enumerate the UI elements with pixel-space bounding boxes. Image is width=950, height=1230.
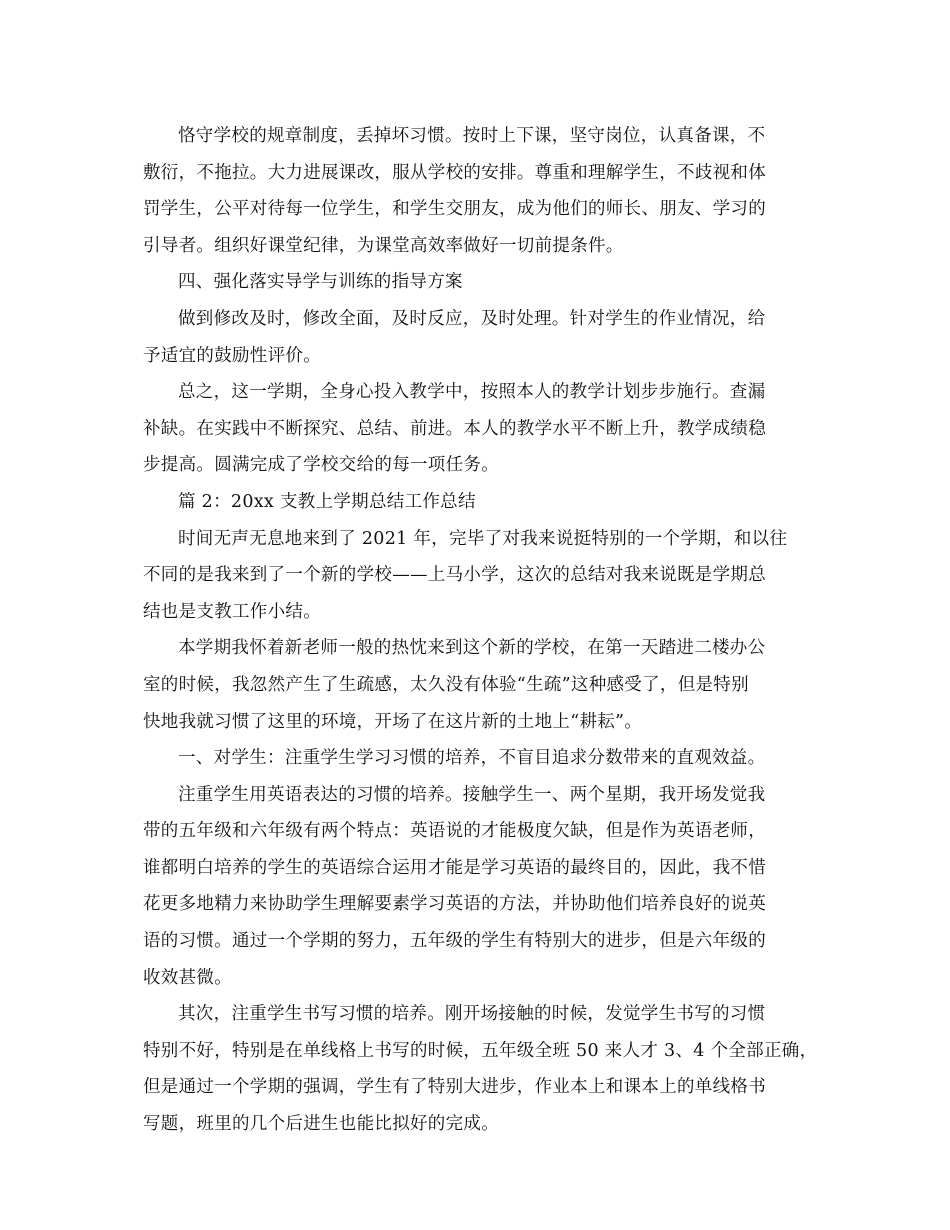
text-line: 恪守学校的规章制度，丢掉坏习惯。按时上下课，坚守岗位，认真备课，不: [178, 126, 766, 146]
text-line: 篇 2：20xx 支教上学期总结工作总结: [178, 491, 476, 512]
text-line: 步提高。圆满完成了学校交给的每一项任务。: [143, 455, 499, 476]
text-line: 本学期我怀着新老师一般的热忱来到这个新的学校，在第一天踏进二楼办公: [178, 638, 766, 659]
text-line: 予适宜的鼓励性评价。: [143, 345, 321, 366]
text-line: 四、强化落实导学与训练的指导方案: [178, 272, 463, 293]
text-line: 其次，注重学生书写习惯的培养。刚开场接触的时候，发觉学生书写的习惯: [178, 1004, 766, 1025]
text-line: 室的时候，我忽然产生了生疏感，太久没有体验“生疏”这种感受了，但是特别: [143, 674, 749, 695]
text-line: 谁都明白培养的学生的英语综合运用才能是学习英语的最终目的，因此，我不惜: [143, 857, 766, 878]
text-line: 快地我就习惯了这里的环境，开场了在这片新的土地上“耕耘”。: [143, 711, 643, 732]
paragraph: [143, 301, 803, 374]
section-heading: [143, 740, 803, 777]
paragraph: [143, 118, 803, 264]
text-line: 一、对学生：注重学生学习习惯的培养，不盲目追求分数带来的直观效益。: [178, 748, 766, 769]
text-line: 收效甚微。: [143, 967, 232, 988]
paragraph: [143, 630, 803, 740]
text-line: 引导者。组织好课堂纪律，为课堂高效率做好一切前提条件。: [143, 235, 624, 256]
text-line: 花更多地精力来协助学生理解要素学习英语的方法，并协助他们培养良好的说英: [143, 894, 766, 915]
text-line: 总之，这一学期，全身心投入教学中，按照本人的教学计划步步施行。查漏: [178, 382, 766, 403]
text-line: 敷衍，不拖拉。大力进展课改，服从学校的安排。尊重和理解学生，不歧视和体: [143, 162, 766, 183]
text-line: 但是通过一个学期的强调，学生有了特别大进步，作业本上和课本上的单线格书: [143, 1077, 766, 1098]
text-line: 特别不好，特别是在单线格上书写的时候，五年级全班 50 来人才 3、4 个全部正确，: [143, 1040, 818, 1061]
paragraph: [143, 777, 803, 997]
text-line: 结也是支教工作小结。: [143, 601, 321, 622]
text-line: 注重学生用英语表达的习惯的培养。接触学生一、两个星期，我开场发觉我: [178, 784, 766, 805]
section-heading: [143, 264, 803, 301]
text-line: 罚学生，公平对待每一位学生，和学生交朋友，成为他们的师长、朋友、学习的: [143, 199, 766, 220]
text-line: 语的习惯。通过一个学期的努力，五年级的学生有特别大的进步，但是六年级的: [143, 931, 766, 952]
text-line: 做到修改及时，修改全面，及时反应，及时处理。针对学生的作业情况，给: [178, 308, 766, 329]
paragraph: [143, 521, 803, 631]
text-line: 写题，班里的几个后进生也能比拟好的完成。: [143, 1114, 499, 1135]
text-line: 补缺。在实践中不断探究、总结、前进。本人的教学水平不断上升，教学成绩稳: [143, 418, 766, 439]
text-line: 时间无声无息地来到了 2021 年，完毕了对我来说挺特别的一个学期，和以往: [178, 528, 788, 549]
text-line: 不同的是我来到了一个新的学校——上马小学，这次的总结对我来说既是学期总: [143, 565, 766, 586]
paragraph: [143, 996, 818, 1142]
article-title: [143, 484, 803, 521]
paragraph: [143, 374, 803, 484]
text-line: 带的五年级和六年级有两个特点：英语说的才能极度欠缺，但是作为英语老师，: [143, 821, 766, 842]
document-body: [143, 118, 818, 1143]
